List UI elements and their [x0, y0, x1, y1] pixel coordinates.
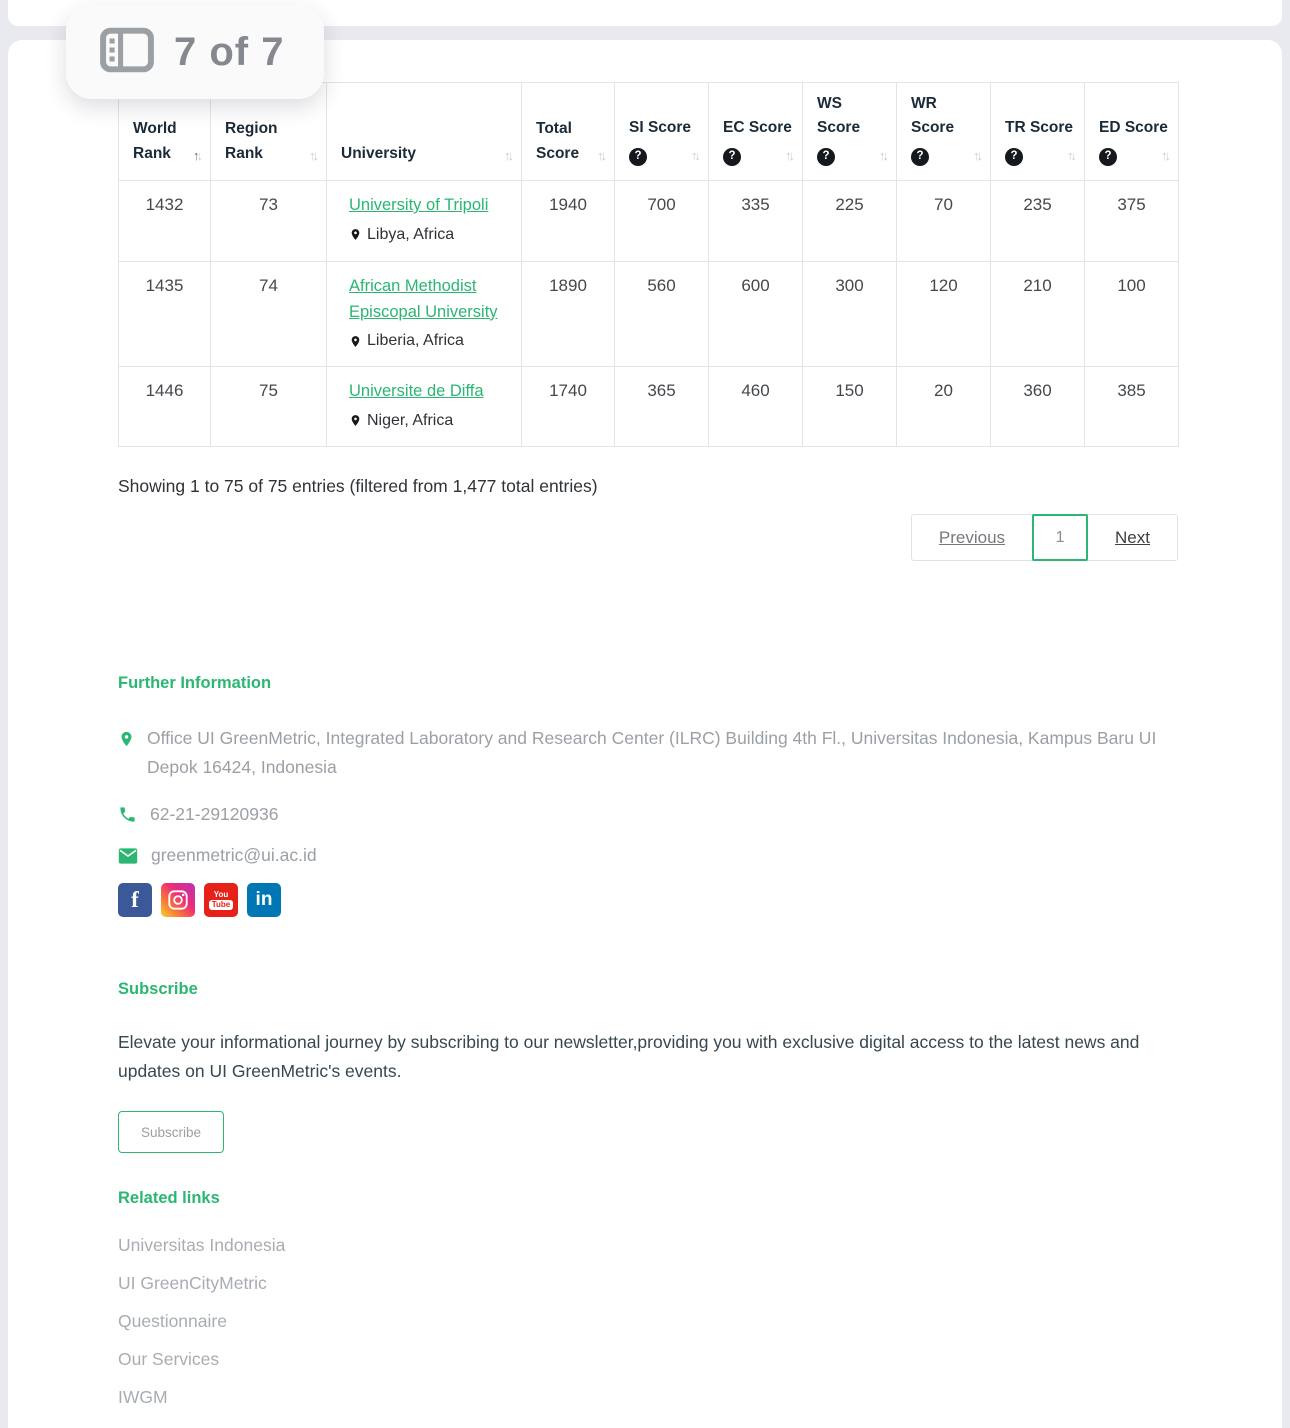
region-rank-cell: 74: [211, 262, 327, 367]
page-indicator-badge[interactable]: [66, 5, 324, 99]
sort-icon: ↑↓: [785, 148, 792, 164]
sort-icon: ↑↓: [973, 148, 980, 164]
help-icon[interactable]: ?: [911, 148, 929, 166]
column-label: EC Score: [723, 119, 792, 137]
subscribe-text: Elevate your informational journey by subscribing to our newsletter,providing you with exclusive digital access to the latest news and updates on UI GreenMetric's events.: [118, 1032, 1140, 1081]
address-row: [118, 724, 1178, 782]
si-score-cell: 560: [615, 262, 709, 367]
youtube-icon[interactable]: You Tube: [204, 883, 238, 917]
column-header-si-score[interactable]: [615, 83, 709, 181]
sort-icon: ↑↓: [504, 148, 511, 164]
facebook-icon[interactable]: f: [118, 883, 152, 917]
related-links-title: Related links: [118, 1189, 220, 1207]
location-label: Libya, Africa: [367, 225, 455, 243]
ws-score-cell: 150: [803, 367, 897, 447]
related-link[interactable]: IWGM: [118, 1387, 168, 1407]
university-link[interactable]: African Methodist Episcopal University: [349, 277, 498, 321]
map-pin-icon: [349, 412, 362, 429]
related-link[interactable]: UI GreenCityMetric: [118, 1273, 267, 1293]
tr-score-cell: 360: [991, 367, 1085, 447]
university-cell: [327, 262, 522, 367]
sidebar-layout-icon: [98, 27, 156, 78]
further-information-title: Further Information: [118, 674, 272, 692]
previous-page-button[interactable]: Previous: [938, 527, 1006, 547]
total-score-cell: 1940: [522, 181, 615, 262]
location-label: Niger, Africa: [367, 411, 454, 429]
total-score-cell: 1890: [522, 262, 615, 367]
entries-summary: Showing 1 to 75 of 75 entries (filtered from 1,477 total entries): [118, 476, 598, 496]
university-cell: [327, 367, 522, 447]
help-icon[interactable]: ?: [1005, 148, 1023, 166]
column-header-ed-score[interactable]: [1085, 83, 1179, 181]
column-label: Total Score: [536, 120, 580, 163]
phone-icon: [118, 805, 137, 824]
column-label: University: [341, 145, 416, 163]
column-header-university[interactable]: [327, 83, 522, 181]
column-label: TR Score: [1005, 119, 1074, 137]
sort-icon: ↑↓: [597, 148, 604, 164]
wr-score-cell: 70: [897, 181, 991, 262]
social-links: [118, 883, 1178, 917]
world-rank-cell: 1446: [119, 367, 211, 447]
ec-score-cell: 600: [709, 262, 803, 367]
help-icon[interactable]: ?: [629, 148, 647, 166]
tr-score-cell: 235: [991, 181, 1085, 262]
column-header-ws-score[interactable]: [803, 83, 897, 181]
sort-icon: ↑↓: [691, 148, 698, 164]
table-row: [119, 262, 1179, 367]
university-location: [349, 412, 507, 430]
map-pin-icon: [118, 728, 135, 750]
related-link[interactable]: Our Services: [118, 1349, 220, 1369]
column-label: WR Score: [911, 94, 955, 137]
map-pin-icon: [349, 333, 362, 350]
column-header-wr-score[interactable]: [897, 83, 991, 181]
subscribe-button[interactable]: Subscribe: [118, 1111, 224, 1153]
column-header-tr-score[interactable]: [991, 83, 1085, 181]
help-icon[interactable]: ?: [723, 148, 741, 166]
column-header-ec-score[interactable]: [709, 83, 803, 181]
current-page-button[interactable]: 1: [1032, 514, 1088, 561]
sort-icon: ↑↓: [1161, 148, 1168, 164]
university-link[interactable]: University of Tripoli: [349, 196, 489, 214]
world-rank-cell: 1432: [119, 181, 211, 262]
tr-score-cell: 210: [991, 262, 1085, 367]
ed-score-cell: 375: [1085, 181, 1179, 262]
subscribe-title: Subscribe: [118, 980, 198, 998]
column-label: SI Score: [629, 119, 692, 137]
pagination: [911, 514, 1178, 561]
email-row: [118, 845, 1178, 866]
related-link[interactable]: Universitas Indonesia: [118, 1235, 286, 1255]
column-label: World Rank: [133, 120, 177, 163]
university-cell: [327, 181, 522, 262]
office-address: Office UI GreenMetric, Integrated Laboratory and Research Center (ILRC) Building 4th Fl., Universitas Indonesia, Kampus Baru UI Depok 16424, Indonesia: [147, 728, 1157, 777]
si-score-cell: 700: [615, 181, 709, 262]
ec-score-cell: 335: [709, 181, 803, 262]
ranking-table: [118, 82, 1179, 447]
table-row: [119, 367, 1179, 447]
total-score-cell: 1740: [522, 367, 615, 447]
university-location: [349, 226, 507, 244]
world-rank-cell: 1435: [119, 262, 211, 367]
sort-icon: ↑↓: [309, 148, 316, 164]
region-rank-cell: 73: [211, 181, 327, 262]
location-label: Liberia, Africa: [367, 332, 464, 350]
column-label: ED Score: [1099, 119, 1168, 137]
wr-score-cell: 120: [897, 262, 991, 367]
sort-icon: ↑↓: [879, 148, 886, 164]
next-page-button[interactable]: Next: [1115, 527, 1150, 547]
ws-score-cell: 300: [803, 262, 897, 367]
phone-number[interactable]: 62-21-29120936: [150, 804, 279, 824]
ed-score-cell: 100: [1085, 262, 1179, 367]
region-rank-cell: 75: [211, 367, 327, 447]
wr-score-cell: 20: [897, 367, 991, 447]
help-icon[interactable]: ?: [817, 148, 835, 166]
email-icon: [118, 848, 138, 864]
university-link[interactable]: Universite de Diffa: [349, 382, 484, 400]
column-label: WS Score: [817, 94, 861, 137]
phone-row: [118, 804, 1178, 825]
ed-score-cell: 385: [1085, 367, 1179, 447]
ec-score-cell: 460: [709, 367, 803, 447]
related-links-list: [118, 1235, 1178, 1408]
related-link[interactable]: Questionnaire: [118, 1311, 227, 1331]
page-indicator-label: 7 of 7: [174, 29, 285, 74]
university-location: [349, 332, 507, 350]
linkedin-icon[interactable]: in: [247, 883, 281, 917]
column-header-total-score[interactable]: [522, 83, 615, 181]
instagram-icon[interactable]: [161, 883, 195, 917]
ws-score-cell: 225: [803, 181, 897, 262]
page-body: [8, 40, 1282, 1428]
si-score-cell: 365: [615, 367, 709, 447]
column-label: Region Rank: [225, 120, 278, 163]
map-pin-icon: [349, 226, 362, 243]
help-icon[interactable]: ?: [1099, 148, 1117, 166]
sort-icon: ↑↓: [1067, 148, 1074, 164]
table-row: [119, 181, 1179, 262]
email-address[interactable]: greenmetric@ui.ac.id: [151, 845, 317, 865]
sort-icon: ↑↓: [193, 148, 200, 164]
